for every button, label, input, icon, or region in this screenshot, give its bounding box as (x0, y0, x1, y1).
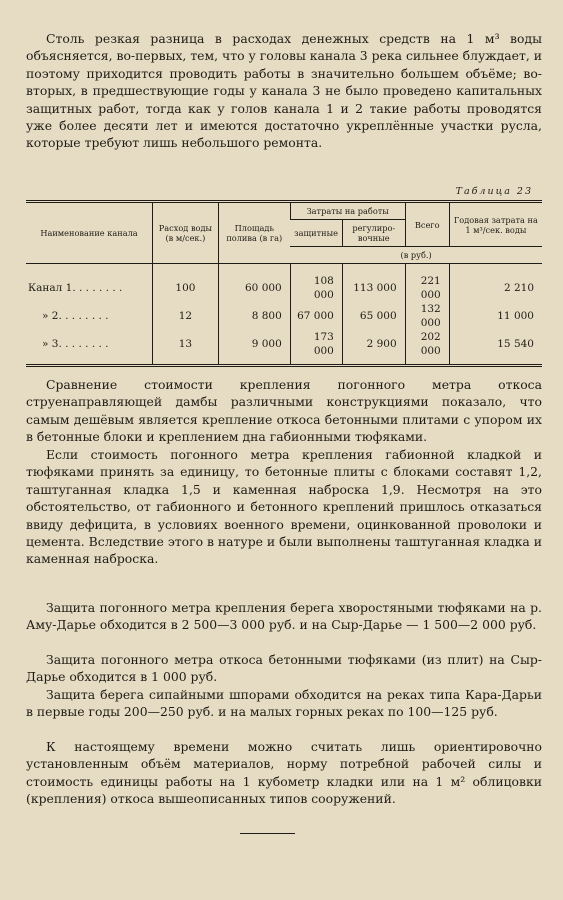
header-regulating: регулиро-вочные (342, 220, 405, 247)
table-row (26, 264, 542, 303)
paragraph-1: Столь резкая разница в расходах денежных средств на 1 м³ воды объясняется, во-первых, тем, что у головы канала 3 река сильнее блуждает, и поэтому приходится проводить работы в значительно большем объёме; во-вторых, в предшествующие годы у канала 3 не было проведено капитальных защитных работ, тогда как у голов канала 1 и 2 такие работы проводятся уже более десяти лет и имеются достаточно укреплённые участки русла, которые требуют лишь небольшого ремонта. (26, 31, 542, 151)
header-protective: защитные (290, 220, 342, 247)
header-total: Всего (405, 202, 449, 247)
paragraph-3: Если стоимость погонного метра крепления габионной кладкой и тюфяками принять за единицу, то бетонные плиты с блоками составят 1,2, таштуганная кладка 1,5 и каменная наброска 1,9. Несмотря на это обстоятельство, от габионного и бетонного креплений пришлось отказаться ввиду дефицита, в условиях военного времени, оцинкованной проволоки и цемента. Вследствие этого в натуре и были выполнены таштуганная кладка и каменная наброска. (26, 447, 542, 567)
cell-regulating: 113 000 (342, 264, 405, 303)
table-container (26, 200, 542, 367)
header-annual: Годовая затрата на 1 м³/сек. воды (449, 202, 542, 247)
cell-annual: 2 210 (449, 264, 542, 303)
cell-total: 132 000 (405, 302, 449, 330)
cell-regulating: 2 900 (342, 330, 405, 366)
cell-protective: 108 000 (290, 264, 342, 303)
cell-name: Канал 1. . . . . . . . (28, 282, 123, 294)
end-rule (240, 833, 295, 834)
cell-flow: 13 (153, 330, 219, 366)
cell-total: 221 000 (405, 264, 449, 303)
cell-flow: 12 (153, 302, 219, 330)
cell-annual: 11 000 (449, 302, 542, 330)
table-row (26, 330, 542, 366)
header-area: Площадь полива (в га) (218, 202, 290, 264)
header-unit: (в руб.) (290, 247, 542, 264)
header-costs: Затраты на работы (290, 202, 405, 220)
cell-name: » 2. . . . . . . . (42, 310, 109, 322)
cost-table (26, 200, 542, 367)
cell-flow: 100 (153, 264, 219, 303)
paragraph-5: Защита погонного метра откоса бетонными тюфяками (из плит) на Сыр-Дарье обходится в 1 000 руб. (26, 652, 542, 685)
cell-name: » 3. . . . . . . . (42, 338, 109, 350)
cell-annual: 15 540 (449, 330, 542, 366)
cell-total: 202 000 (405, 330, 449, 366)
cell-protective: 173 000 (290, 330, 342, 366)
cell-area: 8 800 (218, 302, 290, 330)
cell-protective: 67 000 (290, 302, 342, 330)
paragraph-7: К настоящему времени можно считать лишь ориентировочно установленным объём материалов, норму потребной рабочей силы и стоимость единицы работы на 1 кубометр кладки или на 1 м² облицовки (крепления) откоса вышеописанных типов сооружений. (26, 739, 542, 807)
header-name: Наименование канала (26, 202, 153, 264)
header-flow: Расход воды (в м/сек.) (153, 202, 219, 264)
table-label: Таблица 23 (455, 186, 533, 197)
paragraph-4: Защита погонного метра крепления берега хворостяными тюфяками на р. Аму-Дарье обходится в 2 500—3 000 руб. и на Сыр-Дарье — 1 500—2 000 руб. (26, 600, 542, 633)
paragraph-2: Сравнение стоимости крепления погонного метра откоса струенаправляющей дамбы различными конструкциями показало, что самым дешёвым является крепление откоса бетонными плитами с упором их в бетонные блоки и креплением дна габионными тюфяками. (26, 377, 542, 445)
paragraph-6: Защита берега сипайными шпорами обходится на реках типа Кара-Дарьи в первые годы 200—250 руб. и на малых горных реках по 100—125 руб. (26, 687, 542, 720)
cell-regulating: 65 000 (342, 302, 405, 330)
cell-area: 9 000 (218, 330, 290, 366)
cell-area: 60 000 (218, 264, 290, 303)
table-row (26, 302, 542, 330)
